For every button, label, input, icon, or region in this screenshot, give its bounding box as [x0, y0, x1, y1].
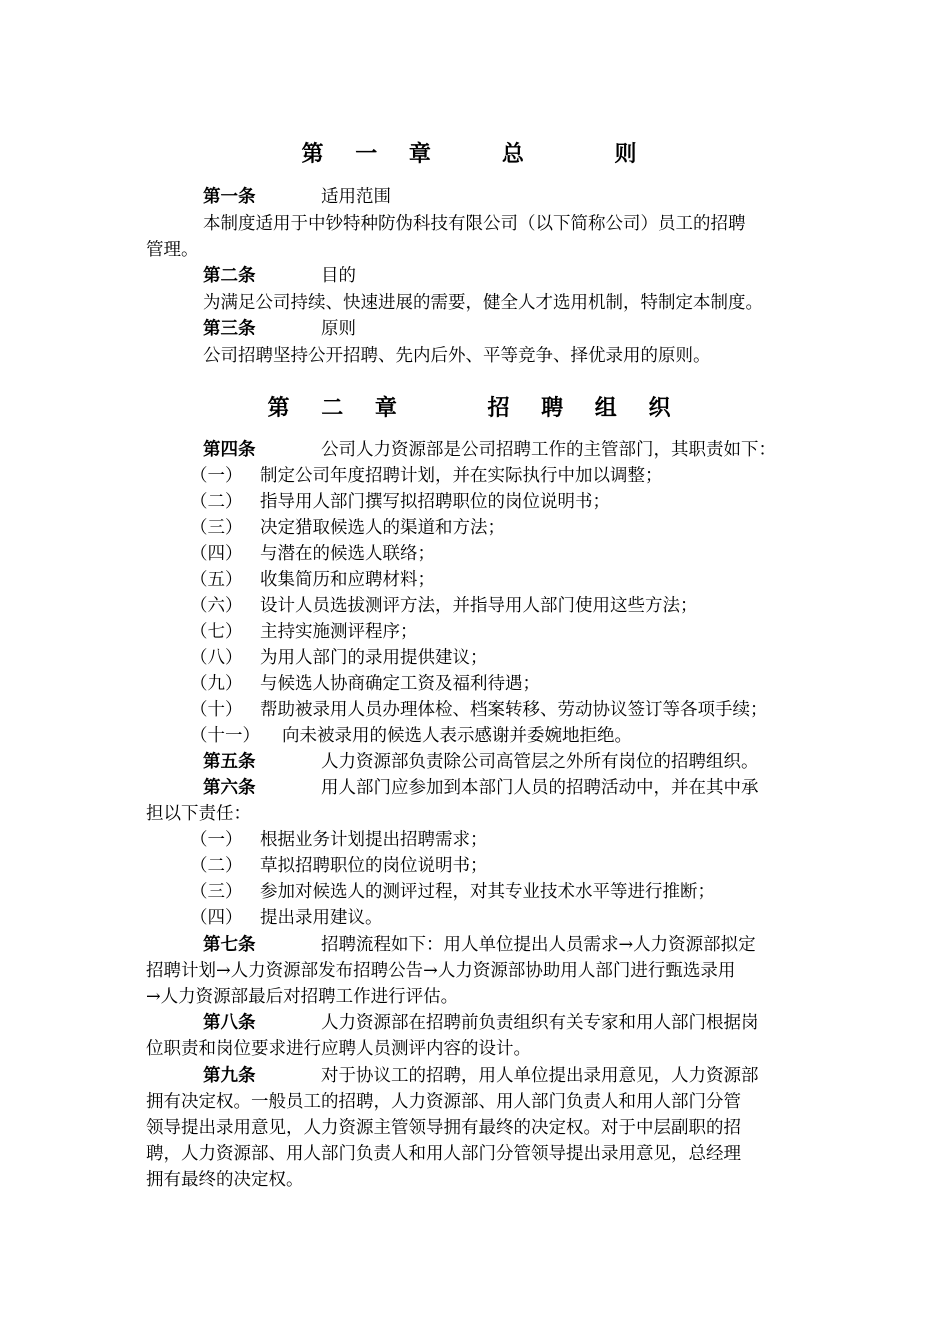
article-8-label: 第八条 [203, 1013, 256, 1033]
article-3-heading: 原则 [321, 319, 356, 339]
list-item [190, 724, 632, 748]
list-item-text: 制定公司年度招聘计划，并在实际执行中加以调整； [260, 466, 663, 486]
list-item-number: （六） [190, 596, 243, 616]
list-item-number: （十一） [190, 726, 260, 746]
list-item-text: 提出录用建议。 [260, 908, 383, 928]
list-item-text: 指导用人部门撰写拟招聘职位的岗位说明书； [260, 492, 610, 512]
article-1-label: 第一条 [203, 187, 256, 207]
article-5-label: 第五条 [203, 752, 256, 772]
article-9-label: 第九条 [203, 1066, 256, 1086]
article-9-continuation: 领导提出录用意见，人力资源主管领导拥有最终的决定权。对于中层副职的招 [146, 1118, 741, 1138]
list-item-text: 与候选人协商确定工资及福利待遇； [260, 674, 540, 694]
article-5 [203, 750, 759, 774]
article-8-continuation: 位职责和岗位要求进行应聘人员测评内容的设计。 [146, 1039, 531, 1059]
article-6-label: 第六条 [203, 778, 256, 798]
article-4-text: 公司人力资源部是公司招聘工作的主管部门，其职责如下： [321, 440, 776, 460]
article-8-text: 人力资源部在招聘前负责组织有关专家和用人部门根据岗 [321, 1013, 759, 1033]
list-item-text: 收集简历和应聘材料； [260, 570, 435, 590]
article-3-body: 公司招聘坚持公开招聘、先内后外、平等竞争、择优录用的原则。 [203, 346, 711, 366]
article-3-label: 第三条 [203, 319, 256, 339]
article-6 [203, 776, 759, 800]
list-item-number: （二） [190, 856, 243, 876]
list-item-number: （十） [190, 700, 243, 720]
list-item [190, 906, 383, 930]
article-7-label: 第七条 [203, 935, 256, 955]
article-1-heading: 适用范围 [321, 187, 391, 207]
article-2-body: 为满足公司持续、快速进展的需要，健全人才选用机制，特制定本制度。 [203, 293, 763, 313]
list-item [190, 542, 435, 566]
article-7 [203, 933, 756, 957]
list-item-number: （八） [190, 648, 243, 668]
article-3 [203, 317, 356, 341]
list-item [190, 490, 610, 514]
article-9-continuation: 聘，人力资源部、用人部门负责人和用人部门分管领导提出录用意见，总经理 [146, 1144, 741, 1164]
list-item-number: （九） [190, 674, 243, 694]
list-item-number: （七） [190, 622, 243, 642]
list-item [190, 854, 488, 878]
list-item [190, 646, 488, 670]
article-9-text: 对于协议工的招聘，用人单位提出录用意见，人力资源部 [321, 1066, 759, 1086]
list-item [190, 516, 505, 540]
article-9 [203, 1064, 759, 1088]
article-4 [203, 438, 776, 462]
article-1-body-line-1: 本制度适用于中钞特种防伪科技有限公司（以下简称公司）员工的招聘 [203, 214, 746, 234]
list-item-text: 为用人部门的录用提供建议； [260, 648, 488, 668]
list-item-number: （五） [190, 570, 243, 590]
list-item [190, 828, 488, 852]
article-1 [203, 185, 391, 209]
list-item [190, 672, 540, 696]
list-item-text: 设计人员选拔测评方法，并指导用人部门使用这些方法； [260, 596, 698, 616]
list-item-text: 与潜在的候选人联络； [260, 544, 435, 564]
list-item-text: 根据业务计划提出招聘需求； [260, 830, 488, 850]
list-item-text: 主持实施测评程序； [260, 622, 418, 642]
article-9-continuation: 拥有最终的决定权。 [146, 1170, 304, 1190]
article-5-text: 人力资源部负责除公司高管层之外所有岗位的招聘组织。 [321, 752, 759, 772]
article-6-text: 用人部门应参加到本部门人员的招聘活动中，并在其中承 [321, 778, 759, 798]
article-2-label: 第二条 [203, 266, 256, 286]
list-item-number: （四） [190, 544, 243, 564]
list-item-number: （三） [190, 518, 243, 538]
list-item-text: 参加对候选人的测评过程，对其专业技术水平等进行推断； [260, 882, 715, 902]
article-2 [203, 264, 356, 288]
list-item-text: 决定猎取候选人的渠道和方法； [260, 518, 505, 538]
article-7-continuation: →人力资源部最后对招聘工作进行评估。 [146, 987, 459, 1007]
list-item [190, 880, 715, 904]
chapter-2-title: 第 二 章 招 聘 组 织 [267, 395, 683, 421]
article-8 [203, 1011, 759, 1035]
article-1-body-line-2: 管理。 [146, 240, 199, 260]
list-item [190, 698, 768, 722]
list-item-number: （四） [190, 908, 243, 928]
list-item [190, 464, 663, 488]
article-7-text: 招聘流程如下：用人单位提出人员需求→人力资源部拟定 [321, 935, 756, 955]
article-6-continuation: 担以下责任： [146, 804, 251, 824]
list-item-number: （二） [190, 492, 243, 512]
list-item-text: 帮助被录用人员办理体检、档案转移、劳动协议签订等各项手续； [260, 700, 768, 720]
list-item-text: 草拟招聘职位的岗位说明书； [260, 856, 488, 876]
article-4-label: 第四条 [203, 440, 256, 460]
article-9-continuation: 拥有决定权。一般员工的招聘，人力资源部、用人部门负责人和用人部门分管 [146, 1092, 741, 1112]
article-7-continuation: 招聘计划→人力资源部发布招聘公告→人力资源部协助用人部门进行甄选录用 [146, 961, 736, 981]
list-item-number: （三） [190, 882, 243, 902]
list-item-number: （一） [190, 466, 243, 486]
list-item [190, 594, 698, 618]
list-item-text: 向未被录用的候选人表示感谢并委婉地拒绝。 [282, 726, 632, 746]
list-item-number: （一） [190, 830, 243, 850]
chapter-1-title: 第 一 章 总 则 [301, 141, 649, 167]
article-2-heading: 目的 [321, 266, 356, 286]
list-item [190, 620, 418, 644]
list-item [190, 568, 435, 592]
